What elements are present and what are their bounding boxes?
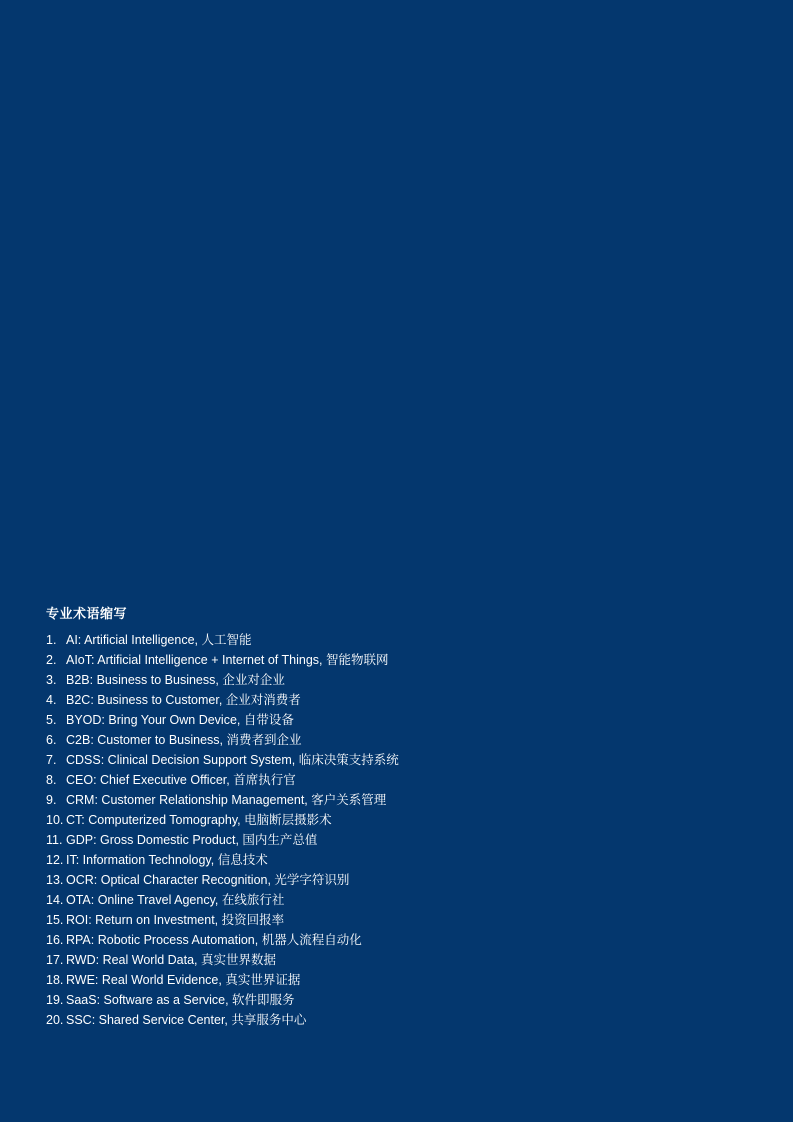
term-text: CDSS: Clinical Decision Support System, 临床决策支持系统 bbox=[66, 753, 399, 767]
term-number: 16. bbox=[46, 933, 64, 947]
term-number: 4. bbox=[46, 693, 57, 707]
term-number: 13. bbox=[46, 873, 64, 887]
term-text: CT: Computerized Tomography, 电脑断层摄影术 bbox=[66, 813, 332, 827]
term-item bbox=[46, 830, 606, 850]
glossary-heading: 专业术语缩写 bbox=[46, 606, 128, 621]
term-item bbox=[46, 710, 606, 730]
term-text: RWD: Real World Data, 真实世界数据 bbox=[66, 953, 276, 967]
term-item bbox=[46, 790, 606, 810]
term-item bbox=[46, 650, 606, 670]
term-text: SSC: Shared Service Center, 共享服务中心 bbox=[66, 1013, 307, 1027]
term-text: AIoT: Artificial Intelligence + Internet of Things, 智能物联网 bbox=[66, 653, 389, 667]
term-text: OTA: Online Travel Agency, 在线旅行社 bbox=[66, 893, 285, 907]
term-text: IT: Information Technology, 信息技术 bbox=[66, 853, 268, 867]
glossary-list bbox=[46, 630, 606, 1030]
term-number: 11. bbox=[46, 833, 63, 847]
term-number: 9. bbox=[46, 793, 57, 807]
term-item bbox=[46, 1010, 606, 1030]
term-text: GDP: Gross Domestic Product, 国内生产总值 bbox=[66, 833, 318, 847]
term-item bbox=[46, 890, 606, 910]
term-text: C2B: Customer to Business, 消费者到企业 bbox=[66, 733, 302, 747]
term-item bbox=[46, 810, 606, 830]
term-item bbox=[46, 770, 606, 790]
term-text: CRM: Customer Relationship Management, 客户关系管理 bbox=[66, 793, 387, 807]
term-text: AI: Artificial Intelligence, 人工智能 bbox=[66, 633, 252, 647]
term-item bbox=[46, 950, 606, 970]
term-number: 1. bbox=[46, 633, 57, 647]
term-item bbox=[46, 870, 606, 890]
term-number: 19. bbox=[46, 993, 64, 1007]
term-item bbox=[46, 930, 606, 950]
term-number: 3. bbox=[46, 673, 57, 687]
term-number: 14. bbox=[46, 893, 64, 907]
term-number: 6. bbox=[46, 733, 57, 747]
term-text: B2B: Business to Business, 企业对企业 bbox=[66, 673, 285, 687]
term-number: 2. bbox=[46, 653, 57, 667]
term-number: 15. bbox=[46, 913, 64, 927]
term-item bbox=[46, 630, 606, 650]
glossary-section bbox=[46, 606, 606, 1030]
term-text: CEO: Chief Executive Officer, 首席执行官 bbox=[66, 773, 296, 787]
term-number: 12. bbox=[46, 853, 64, 867]
term-item bbox=[46, 850, 606, 870]
term-item bbox=[46, 730, 606, 750]
term-text: ROI: Return on Investment, 投资回报率 bbox=[66, 913, 285, 927]
term-text: B2C: Business to Customer, 企业对消费者 bbox=[66, 693, 301, 707]
term-text: SaaS: Software as a Service, 软件即服务 bbox=[66, 993, 295, 1007]
term-item bbox=[46, 750, 606, 770]
term-number: 7. bbox=[46, 753, 57, 767]
term-number: 20. bbox=[46, 1013, 64, 1027]
term-number: 17. bbox=[46, 953, 64, 967]
term-item bbox=[46, 970, 606, 990]
term-number: 5. bbox=[46, 713, 57, 727]
term-text: BYOD: Bring Your Own Device, 自带设备 bbox=[66, 713, 294, 727]
term-number: 8. bbox=[46, 773, 57, 787]
term-number: 10. bbox=[46, 813, 64, 827]
term-item bbox=[46, 670, 606, 690]
term-item bbox=[46, 910, 606, 930]
term-text: OCR: Optical Character Recognition, 光学字符识别 bbox=[66, 873, 350, 887]
term-item bbox=[46, 690, 606, 710]
term-text: RWE: Real World Evidence, 真实世界证据 bbox=[66, 973, 301, 987]
term-number: 18. bbox=[46, 973, 64, 987]
term-item bbox=[46, 990, 606, 1010]
term-text: RPA: Robotic Process Automation, 机器人流程自动化 bbox=[66, 933, 362, 947]
